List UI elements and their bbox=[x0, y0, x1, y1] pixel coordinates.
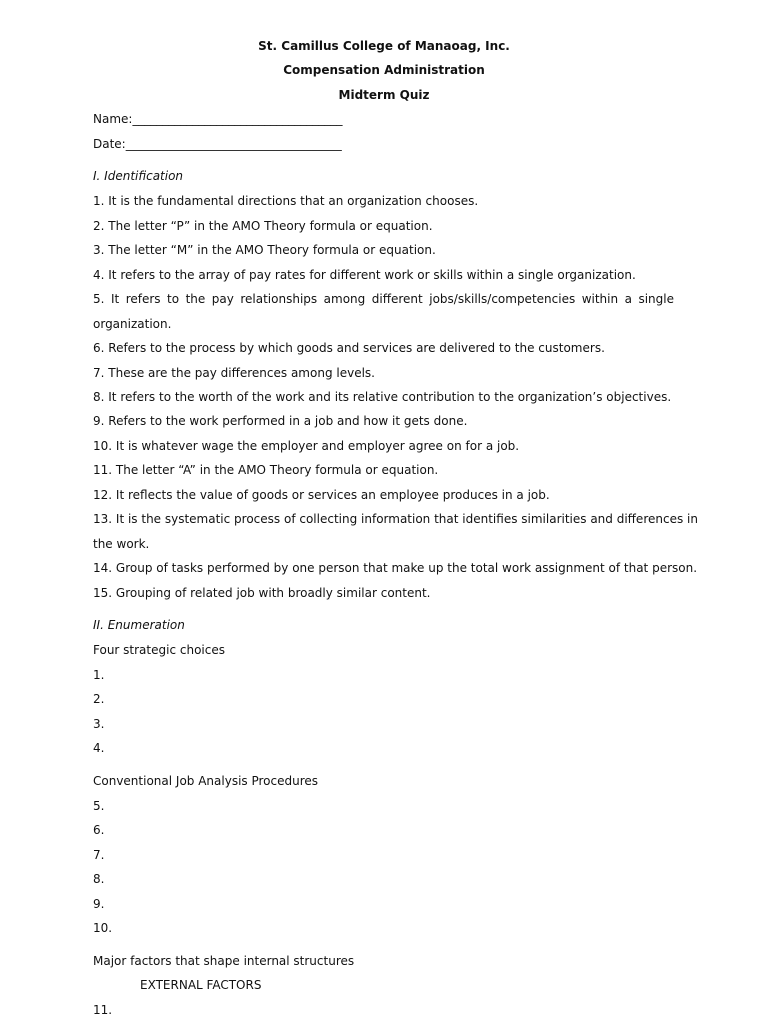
section-identification-title: I. Identification bbox=[93, 169, 184, 183]
enum-item-8: 8. bbox=[93, 872, 105, 886]
enum-item-11: 11. bbox=[93, 1003, 113, 1017]
question-10: 10. It is whatever wage the employer and employer agree on for a job. bbox=[93, 439, 520, 453]
question-13: 13. It is the systematic process of collecting information that identifies similarities and differences in bbox=[93, 512, 698, 526]
question-4: 4. It refers to the array of pay rates for different work or skills within a single organization. bbox=[93, 268, 636, 282]
question-3: 3. The letter “M” in the AMO Theory formula or equation. bbox=[93, 243, 436, 257]
enum-item-6: 6. bbox=[93, 823, 105, 837]
enum-item-10: 10. bbox=[93, 921, 113, 935]
question-5: 5. It refers to the pay relationships among different jobs/skills/competencies within a single bbox=[93, 292, 674, 306]
enum-item-1: 1. bbox=[93, 668, 105, 682]
name-field: Name:___________________________________ bbox=[93, 112, 343, 126]
question-15: 15. Grouping of related job with broadly similar content. bbox=[93, 586, 431, 600]
enum-item-2: 2. bbox=[93, 692, 105, 706]
strategic-choices-heading: Four strategic choices bbox=[93, 643, 225, 657]
job-analysis-heading: Conventional Job Analysis Procedures bbox=[93, 774, 319, 788]
question-2: 2. The letter “P” in the AMO Theory formula or equation. bbox=[93, 219, 433, 233]
question-11: 11. The letter “A” in the AMO Theory formula or equation. bbox=[93, 463, 439, 477]
exam-title: Midterm Quiz bbox=[338, 88, 430, 102]
external-factors-subheading: EXTERNAL FACTORS bbox=[140, 978, 262, 992]
enum-item-7: 7. bbox=[93, 848, 105, 862]
question-7: 7. These are the pay differences among levels. bbox=[93, 366, 375, 380]
question-8: 8. It refers to the worth of the work and its relative contribution to the organization’s objectives. bbox=[93, 390, 672, 404]
date-field: Date:____________________________________ bbox=[93, 137, 342, 151]
section-enumeration-title: II. Enumeration bbox=[93, 618, 185, 632]
enum-item-4: 4. bbox=[93, 741, 105, 755]
question-12: 12. It reflects the value of goods or services an employee produces in a job. bbox=[93, 488, 550, 502]
internal-structures-heading: Major factors that shape internal structures bbox=[93, 954, 355, 968]
enum-item-5: 5. bbox=[93, 799, 105, 813]
question-14: 14. Group of tasks performed by one person that make up the total work assignment of that person. bbox=[93, 561, 698, 575]
question-13-continued: the work. bbox=[93, 537, 150, 551]
question-9: 9. Refers to the work performed in a job and how it gets done. bbox=[93, 414, 468, 428]
school-name: St. Camillus College of Manaoag, Inc. bbox=[258, 39, 510, 53]
course-title: Compensation Administration bbox=[283, 63, 485, 77]
question-6: 6. Refers to the process by which goods and services are delivered to the customers. bbox=[93, 341, 605, 355]
question-5-continued: organization. bbox=[93, 317, 172, 331]
enum-item-9: 9. bbox=[93, 897, 105, 911]
question-1: 1. It is the fundamental directions that an organization chooses. bbox=[93, 194, 479, 208]
enum-item-3: 3. bbox=[93, 717, 105, 731]
